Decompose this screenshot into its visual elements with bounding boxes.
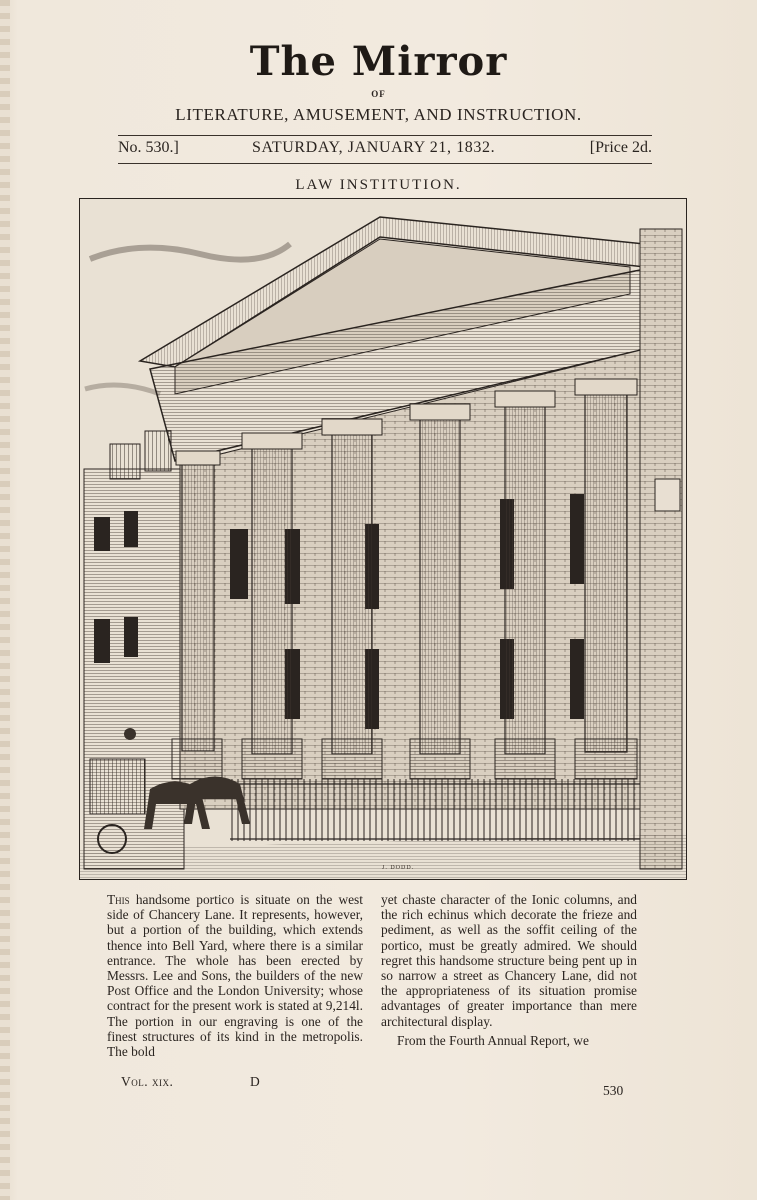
- column-right-continuation: From the Fourth Annual Report, we: [397, 1032, 589, 1048]
- article-title: LAW INSTITUTION.: [295, 177, 462, 193]
- masthead-title: The Mirror: [249, 38, 508, 85]
- column-left: [107, 892, 363, 1059]
- signature-mark: D: [250, 1074, 260, 1089]
- masthead-of: OF: [371, 89, 386, 99]
- issue-date: SATURDAY, JANUARY 21, 1832.: [252, 139, 496, 156]
- page-number: 530: [603, 1083, 624, 1098]
- dropcap-word: This: [107, 892, 130, 907]
- issue-line: [118, 139, 652, 161]
- rule-top: [118, 135, 652, 136]
- column-right: [381, 892, 637, 1048]
- issue-price: [Price 2d.: [589, 139, 652, 156]
- volume-label: Vol. xix.: [121, 1074, 174, 1089]
- masthead-subtitle: LITERATURE, AMUSEMENT, AND INSTRUCTION.: [175, 105, 582, 124]
- rule-bottom: [118, 163, 652, 164]
- engraver-signature: J. DODD.: [382, 865, 415, 871]
- column-left-text: handsome portico is situate on the west side of Chancery Lane. It represents, however, but a portion of the building, which extends thence into Bell Yard, where there is a similar entrance. The whole has been erected by Messrs. Lee and Sons, the builders of the new Post Office and the London University; whose contract for the present work is stated at 9,214l. The portion in our engraving is one of the finest structures of its kind in the metropolis. The bold: [107, 892, 363, 1060]
- column-right-text: yet chaste character of the Ionic columns, and the rich echinus which decorate the frieze and pediment, as well as the soffit ceiling of the portico, must be greatly admired. We should regret this handsome structure being pent up in so narrow a street as Chancery Lane, did not the appropriateness of its situation promise advantages of greater importance than mere architectural display.: [381, 892, 637, 1029]
- portico-illustration: [80, 199, 686, 879]
- issue-number: No. 530.]: [118, 139, 179, 156]
- engraving-law-institution: [79, 198, 687, 880]
